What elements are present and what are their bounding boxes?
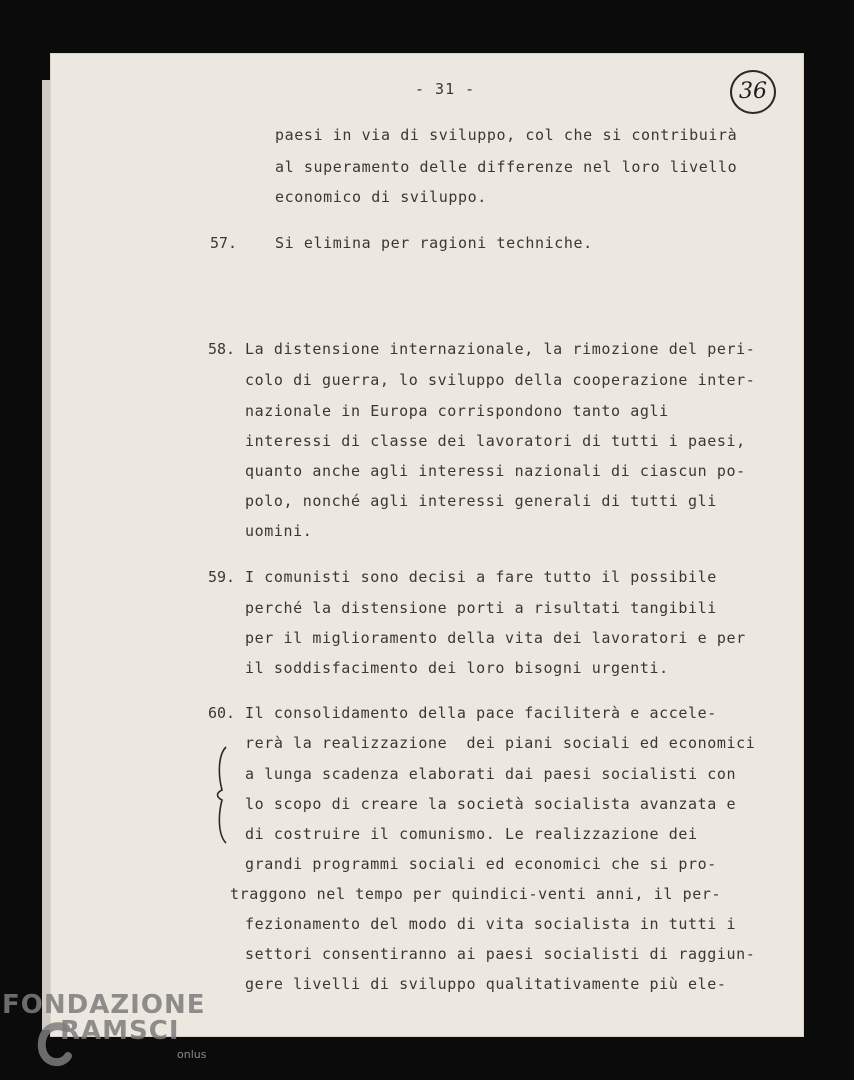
text-line: colo di guerra, lo sviluppo della cooperazione inter- bbox=[245, 371, 756, 389]
text-line: traggono nel tempo per quindici-venti anni, il per- bbox=[230, 885, 722, 903]
text-line: per il miglioramento della vita dei lavoratori e per bbox=[245, 629, 746, 647]
paragraph-number: 60. bbox=[208, 704, 236, 722]
text-line: lo scopo di creare la società socialista avanzata e bbox=[245, 795, 737, 813]
text-line: I comunisti sono decisi a fare tutto il possibile bbox=[245, 568, 717, 586]
text-line: Il consolidamento della pace faciliterà e accele- bbox=[245, 704, 717, 722]
text-line: quanto anche agli interessi nazionali di ciascun po- bbox=[245, 462, 746, 480]
foundation-watermark-logo bbox=[2, 990, 207, 1061]
text-line: fezionamento del modo di vita socialista in tutti i bbox=[245, 915, 737, 933]
text-line: al superamento delle differenze nel loro livello bbox=[275, 158, 738, 176]
text-line: La distensione internazionale, la rimozione del peri- bbox=[245, 340, 756, 358]
paragraph-number: 57. bbox=[210, 234, 238, 252]
text-line: gere livelli di sviluppo qualitativamente più ele- bbox=[245, 975, 727, 993]
watermark-line2: RAMSCI bbox=[60, 1016, 180, 1046]
margin-bracket-mark bbox=[210, 745, 234, 845]
text-line: a lunga scadenza elaborati dai paesi socialisti con bbox=[245, 765, 737, 783]
text-line: nazionale in Europa corrispondono tanto agli bbox=[245, 402, 669, 420]
text-line: Si elimina per ragioni techniche. bbox=[275, 234, 593, 252]
text-line: di costruire il comunismo. Le realizzazione dei bbox=[245, 825, 698, 843]
text-line: polo, nonché agli interessi generali di tutti gli bbox=[245, 492, 717, 510]
text-line: settori consentiranno ai paesi socialisti di raggiun- bbox=[245, 945, 756, 963]
text-line: interessi di classe dei lavoratori di tutti i paesi, bbox=[245, 432, 746, 450]
text-line: economico di sviluppo. bbox=[275, 188, 487, 206]
archive-number-stamp: 36 bbox=[730, 70, 776, 114]
paragraph-number: 58. bbox=[208, 340, 236, 358]
text-line: paesi in via di sviluppo, col che si contribuirà bbox=[275, 126, 738, 144]
text-line: grandi programmi sociali ed economici che si pro- bbox=[245, 855, 717, 873]
text-line: uomini. bbox=[245, 522, 313, 540]
text-line: il soddisfacimento dei loro bisogni urgenti. bbox=[245, 659, 669, 677]
text-line: perché la distensione porti a risultati tangibili bbox=[245, 599, 717, 617]
page-number: - 31 - bbox=[415, 80, 476, 98]
watermark-suffix: onlus bbox=[177, 1048, 207, 1061]
paragraph-number: 59. bbox=[208, 568, 236, 586]
watermark-line1: FONDAZIONE bbox=[2, 990, 206, 1020]
text-line: rerà la realizzazione dei piani sociali ed economici bbox=[245, 734, 756, 752]
